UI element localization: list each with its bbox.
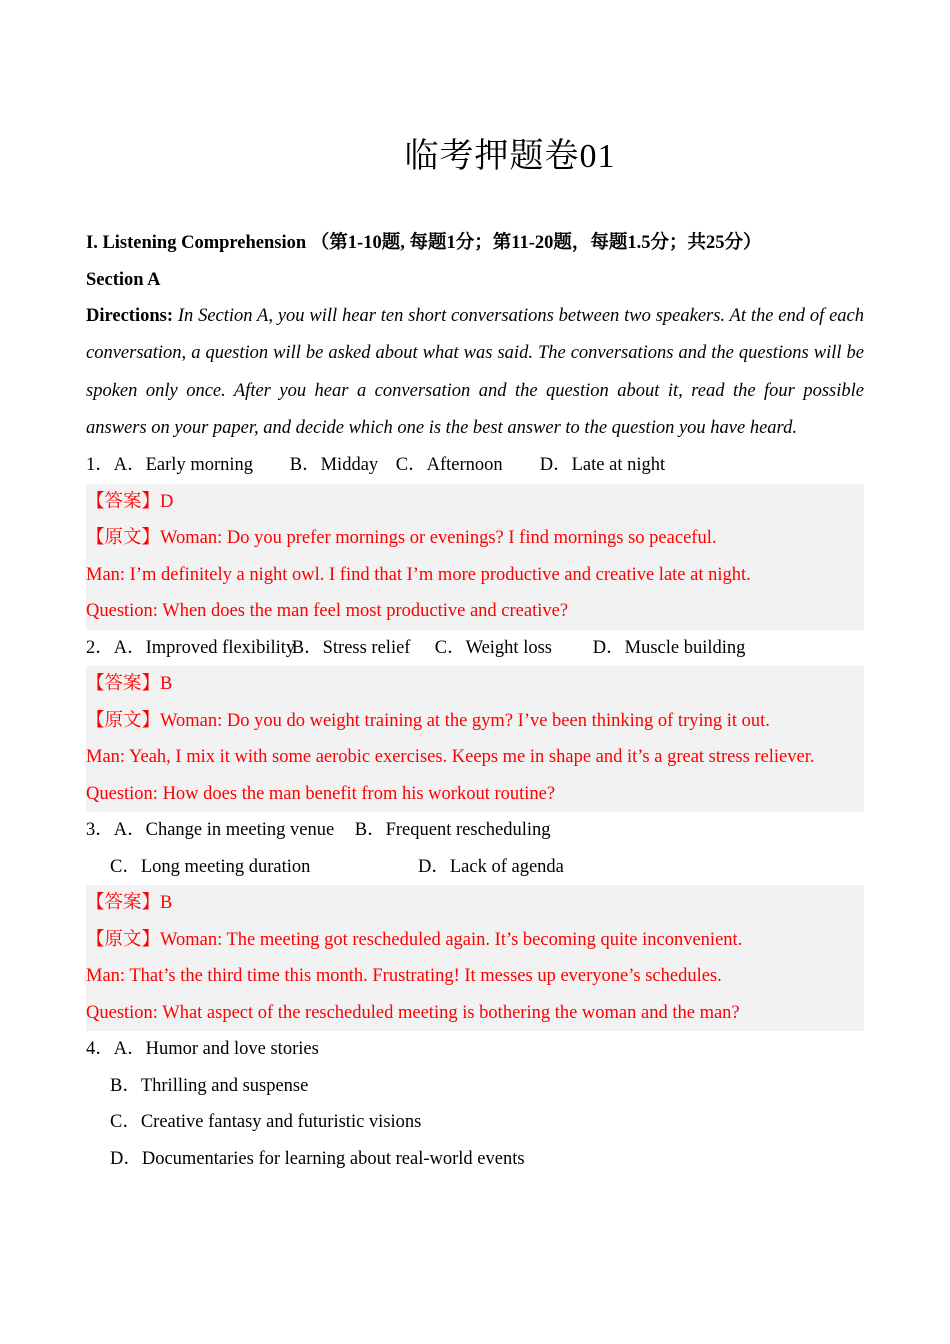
- transcript-line: Man: Yeah, I mix it with some aerobic exercises. Keeps me in shape and it’s a great stress reliever.: [86, 747, 815, 768]
- transcript-line: 【原文】Woman: Do you prefer mornings or evenings? I find mornings so peaceful.: [86, 528, 717, 549]
- question-3-options-2: [86, 849, 864, 886]
- option-c: C．Long meeting duration: [110, 856, 311, 877]
- transcript-line: 【原文】Woman: The meeting got rescheduled again. It’s becoming quite inconvenient.: [86, 929, 743, 950]
- question-number: 4．: [86, 1039, 114, 1060]
- question-4: [86, 1031, 864, 1068]
- question-3: [86, 812, 864, 849]
- answer-key: 【答案】B: [86, 893, 173, 914]
- option-d: D．Lack of agenda: [418, 856, 564, 877]
- transcript-line: 【原文】Woman: Do you do weight training at the gym? I’ve been thinking of trying it out.: [86, 710, 770, 731]
- document-body: [86, 225, 864, 1177]
- page-title: 临考押题卷01: [404, 138, 616, 175]
- transcript-line: Man: I’m definitely a night owl. I find that I’m more productive and creative late at night.: [86, 564, 751, 585]
- option-b: B．Stress relief: [291, 637, 411, 658]
- section-label-line: [86, 262, 864, 299]
- directions-text: In Section A, you will hear ten short conversations between two speakers. At the end of each conversation, a question will be asked about what was said. The conversations and the questions will be spoken only once. After you hear a conversation and the question about it, read the four possible answers on your paper, and decide which one is the best answer to the question you have heard.: [86, 306, 864, 438]
- answer-key: 【答案】B: [86, 674, 173, 695]
- answer-block-1: [86, 484, 864, 630]
- transcript-line: Man: That’s the third time this month. Frustrating! It messes up everyone’s schedules.: [86, 966, 722, 987]
- option-d: D．Late at night: [539, 455, 666, 476]
- answer-block-2: [86, 666, 864, 812]
- option-d: D．Muscle building: [592, 637, 746, 658]
- part-heading-text: I. Listening Comprehension: [86, 233, 307, 253]
- transcript-line: Question: How does the man benefit from his workout routine?: [86, 783, 556, 804]
- part-heading: [86, 225, 864, 262]
- directions-label: Directions:: [86, 306, 173, 326]
- section-label: Section A: [86, 269, 161, 290]
- transcript-line: Question: What aspect of the rescheduled meeting is bothering the woman and the man?: [86, 1002, 740, 1023]
- option-c: C．Afternoon: [395, 455, 503, 476]
- answer-block-3: [86, 885, 864, 1031]
- option-b: B．Thrilling and suspense: [110, 1075, 309, 1096]
- question-number: 3．: [86, 820, 114, 841]
- directions: [86, 298, 864, 447]
- transcript-line: Question: When does the man feel most productive and creative?: [86, 601, 569, 622]
- option-d: D．Documentaries for learning about real-world events: [110, 1148, 525, 1169]
- question-1: [86, 447, 864, 484]
- question-number: 2．: [86, 637, 114, 658]
- question-number: 1．: [86, 455, 114, 476]
- option-c: C．Weight loss: [434, 637, 552, 658]
- option-a: A．Humor and love stories: [113, 1039, 319, 1060]
- option-c: C．Creative fantasy and futuristic visions: [110, 1112, 422, 1133]
- option-a: A．Improved flexibility: [113, 637, 296, 658]
- answer-key: 【答案】D: [86, 491, 174, 512]
- part-scoring: （第1-10题, 每题1分；第11-20题，每题1.5分；共25分）: [310, 233, 762, 253]
- option-b: B．Midday: [289, 455, 379, 476]
- option-b: B．Frequent rescheduling: [354, 820, 551, 841]
- question-2: [86, 630, 864, 667]
- option-a: A．Change in meeting venue: [113, 820, 335, 841]
- option-a: A．Early morning: [113, 455, 254, 476]
